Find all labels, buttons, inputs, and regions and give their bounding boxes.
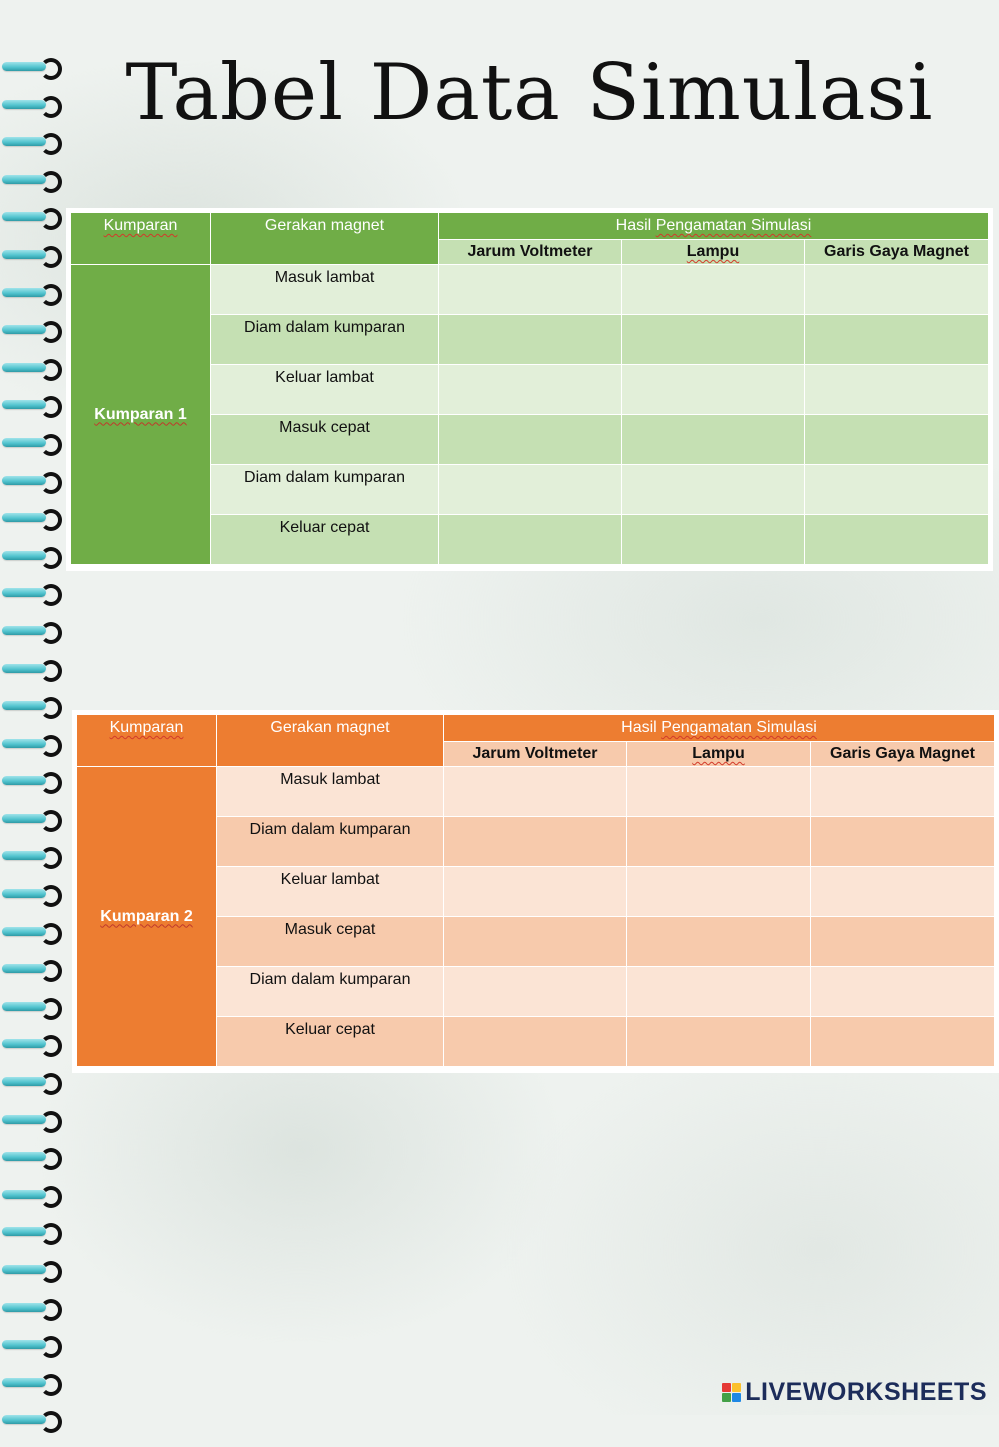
magnet-motion-cell: Keluar lambat [211,365,439,415]
magnet-motion-cell: Keluar cepat [217,1017,444,1067]
spiral-ring [0,695,68,733]
spiral-ring [0,582,68,620]
answer-cell-lampu[interactable] [622,465,805,515]
answer-cell-garis-gaya-magnet[interactable] [805,515,989,565]
answer-cell-lampu[interactable] [627,817,811,867]
answer-cell-jarum-voltmeter[interactable] [444,767,627,817]
answer-cell-lampu[interactable] [627,917,811,967]
answer-cell-lampu[interactable] [622,365,805,415]
answer-cell-garis-gaya-magnet[interactable] [811,817,995,867]
spiral-ring [0,1409,68,1447]
magnet-motion-cell: Keluar lambat [217,867,444,917]
table-kumparan-1 [66,208,993,571]
answer-cell-jarum-voltmeter[interactable] [439,465,622,515]
answer-cell-lampu[interactable] [622,315,805,365]
spiral-ring [0,357,68,395]
magnet-motion-cell: Masuk cepat [217,917,444,967]
answer-cell-lampu[interactable] [622,265,805,315]
answer-cell-jarum-voltmeter[interactable] [439,315,622,365]
header-gerakan-magnet: Gerakan magnet [217,715,444,767]
spiral-ring [0,1334,68,1372]
logo-square [732,1393,741,1402]
magnet-motion-cell: Masuk cepat [211,415,439,465]
spiral-ring [0,432,68,470]
answer-cell-jarum-voltmeter[interactable] [444,967,627,1017]
answer-cell-lampu[interactable] [622,515,805,565]
spiral-ring [0,1109,68,1147]
spiral-ring [0,1184,68,1222]
spiral-ring [0,1221,68,1259]
header-garis-gaya-magnet: Garis Gaya Magnet [811,742,995,767]
answer-cell-garis-gaya-magnet[interactable] [805,365,989,415]
magnet-motion-cell: Masuk lambat [211,265,439,315]
spiral-ring [0,808,68,846]
header-jarum-voltmeter: Jarum Voltmeter [444,742,627,767]
answer-cell-lampu[interactable] [627,967,811,1017]
spiral-ring [0,507,68,545]
answer-cell-garis-gaya-magnet[interactable] [805,465,989,515]
coil-label: Kumparan 1 [71,265,211,565]
logo-icon [722,1383,741,1402]
answer-cell-jarum-voltmeter[interactable] [439,265,622,315]
spiral-ring [0,921,68,959]
answer-cell-lampu[interactable] [627,1017,811,1067]
answer-cell-garis-gaya-magnet[interactable] [811,917,995,967]
logo-text: LIVEWORKSHEETS [745,1378,987,1406]
magnet-motion-cell: Diam dalam kumparan [217,817,444,867]
table-kumparan-2 [72,710,999,1073]
header-kumparan: Kumparan [71,213,211,265]
answer-cell-jarum-voltmeter[interactable] [444,817,627,867]
header-lampu: Lampu [622,240,805,265]
spiral-ring [0,282,68,320]
answer-cell-jarum-voltmeter[interactable] [439,365,622,415]
spiral-ring [0,1071,68,1109]
answer-cell-jarum-voltmeter[interactable] [439,415,622,465]
spiral-ring [0,545,68,583]
spiral-ring [0,1297,68,1335]
header-jarum-voltmeter: Jarum Voltmeter [439,240,622,265]
answer-cell-jarum-voltmeter[interactable] [439,515,622,565]
spiral-ring [0,319,68,357]
liveworksheets-logo [722,1378,987,1407]
spiral-ring [0,883,68,921]
answer-cell-garis-gaya-magnet[interactable] [811,767,995,817]
spiral-ring [0,845,68,883]
answer-cell-lampu[interactable] [622,415,805,465]
answer-cell-garis-gaya-magnet[interactable] [811,967,995,1017]
coil-label: Kumparan 2 [77,767,217,1067]
spiral-ring [0,1259,68,1297]
spiral-ring [0,1372,68,1410]
answer-cell-garis-gaya-magnet[interactable] [805,265,989,315]
answer-cell-jarum-voltmeter[interactable] [444,917,627,967]
spiral-ring [0,996,68,1034]
magnet-motion-cell: Diam dalam kumparan [217,967,444,1017]
spiral-ring [0,206,68,244]
table-row [77,767,995,817]
header-garis-gaya-magnet: Garis Gaya Magnet [805,240,989,265]
header-lampu: Lampu [627,742,811,767]
header-hasil-pengamatan: Hasil Pengamatan Simulasi [439,213,989,240]
answer-cell-garis-gaya-magnet[interactable] [805,315,989,365]
answer-cell-garis-gaya-magnet[interactable] [811,867,995,917]
spiral-ring [0,658,68,696]
spiral-ring [0,470,68,508]
header-kumparan: Kumparan [77,715,217,767]
answer-cell-lampu[interactable] [627,767,811,817]
answer-cell-garis-gaya-magnet[interactable] [805,415,989,465]
answer-cell-jarum-voltmeter[interactable] [444,1017,627,1067]
spiral-ring [0,394,68,432]
magnet-motion-cell: Diam dalam kumparan [211,465,439,515]
spiral-ring [0,733,68,771]
magnet-motion-cell: Keluar cepat [211,515,439,565]
table-row [71,265,989,315]
spiral-ring [0,1033,68,1071]
header-gerakan-magnet: Gerakan magnet [211,213,439,265]
answer-cell-jarum-voltmeter[interactable] [444,867,627,917]
answer-cell-lampu[interactable] [627,867,811,917]
logo-square [722,1383,731,1392]
logo-square [732,1383,741,1392]
magnet-motion-cell: Diam dalam kumparan [211,315,439,365]
spiral-binding [0,56,68,1447]
magnet-motion-cell: Masuk lambat [217,767,444,817]
logo-square [722,1393,731,1402]
spiral-ring [0,770,68,808]
spiral-ring [0,1146,68,1184]
spiral-ring [0,958,68,996]
header-hasil-pengamatan: Hasil Pengamatan Simulasi [444,715,995,742]
spiral-ring [0,169,68,207]
page-title: Tabel Data Simulasi [125,48,934,138]
spiral-ring [0,620,68,658]
answer-cell-garis-gaya-magnet[interactable] [811,1017,995,1067]
spiral-ring [0,244,68,282]
